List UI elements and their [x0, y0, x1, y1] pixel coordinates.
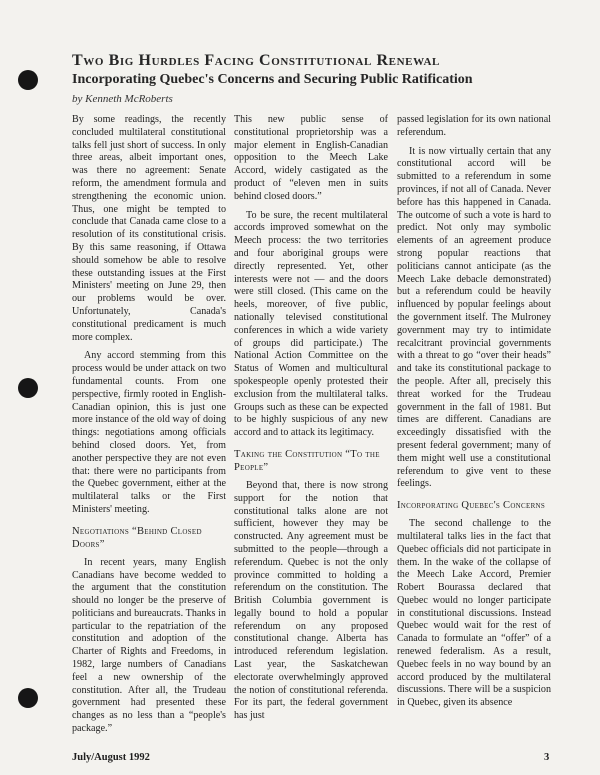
col2-paragraph-3: Beyond that, there is now strong support for the notion that constitutional talks alone are not sufficient, however they may be constructed. Any agreement must be submitted to the people—through a referendum. Quebec is not the only province committed to holding a referendum on the constitution. The British Columbia government is legally bound to hold a popular referendum on any proposed constitutional change. Alberta has introduced referendum legislation. Last year, the Saskatchewan electorate overwhelmingly approved the notion of constitutional referenda. For its part, the federal government has just — [234, 479, 388, 722]
article-byline: by Kenneth McRoberts — [72, 93, 173, 105]
issue-date: July/August 1992 — [72, 752, 150, 763]
column-1 — [72, 114, 226, 750]
column-3 — [397, 114, 551, 750]
section-heading-behind-closed-doors: Negotiations “Behind Closed Doors” — [72, 525, 202, 550]
page-number: 3 — [544, 752, 550, 763]
col1-paragraph-2: Any accord stemming from this process would be under attack on two fundamental counts. From one perspective, firmly rooted in English-Canadian opinion, this is just one more instance of the old way of doing things: negotiations among officials behind closed doors. Yet, from another perspective they are not even that: there were no participants from the Quebec government, either at the multilateral talks or the First Ministers' meeting. — [72, 350, 226, 515]
col3-paragraph-2: It is now virtually certain that any constitutional accord will be submitted to a referendum in some provinces, if not all of Canada. Never before has this happened in Canada. The outcome of such a vote is hard to predict. Not only may symbolic elements of an agreement produce strong popular reactions that politicians cannot anticipate (as the Meech Lake debacle demonstrated) but a referendum could be heavily influenced by popular feelings about the government itself. The Mulroney government may try to intimidate recalcitrant provincial governments with a threat to go “over their heads” and take its constitutional package to the people. After all, precisely this threat worked for the Trudeau government in the fall of 1981. But times are different. Canadians are exceedingly dissatisfied with the present federal government; many of them might well use a constitutional referendum to give vent to these feelings. — [397, 145, 551, 490]
article-title: Two Big Hurdles Facing Constitutional Renewal — [72, 52, 440, 69]
column-2 — [234, 114, 388, 750]
col2-paragraph-2: To be sure, the recent multilateral accords improved somewhat on the Meech process: the two territories and four aboriginal groups were directly represented. Yet, other interests were not — and the doors were still closed. (This came on the heels, moreover, of five public, nationally televised constitutional conferences in which a wide variety of groups did participate.) The National Action Committee on the Status of Women and multicultural spokespeople openly protested their exclusion from the multilateral talks. Groups such as these can be expected to be highly suspicious of any new accord and to attack its legitimacy. — [234, 209, 388, 439]
col3-paragraph-1: passed legislation for its own national referendum. — [397, 114, 551, 138]
col3-paragraph-3: The second challenge to the multilateral talks lies in the fact that Quebec officials did not participate in them. In the wake of the collapse of the Meech Lake Accord, Premier Robert Bourassa declared that Quebec would no longer participate in constitutional discussions. Instead Quebec would wait for the rest of Canada to formulate an “offer” of a renewed federalism. As a result, Quebec feels in no way bound by an accord produced by the multilateral discussions. There will be a suspicion in Quebec, given its absence — [397, 518, 551, 709]
binder-hole-middle — [18, 378, 38, 398]
article-subtitle: Incorporating Quebec's Concerns and Securing Public Ratification — [72, 72, 473, 87]
section-heading-to-the-people: Taking the Constitution “To the People” — [234, 448, 380, 473]
col1-paragraph-3: In recent years, many English Canadians have become wedded to the argument that the constitution should no longer be the preserve of politicians and bureaucrats. Thanks in particular to the repatriation of the constitution and adoption of the Charter of Rights and Freedoms, in 1982, large numbers of Canadians feel a new ownership of the constitution. After all, the Trudeau government had presented these changes as no less than a “people's package.” — [72, 556, 226, 735]
col2-paragraph-1: This new public sense of constitutional proprietorship was a major element in English-Canadian opposition to the Meech Lake Accord, widely castigated as the product of “eleven men in suits behind closed doors.” — [234, 114, 388, 202]
binder-hole-top — [18, 70, 38, 90]
section-heading-quebec-concerns: Incorporating Quebec's Concerns — [397, 500, 546, 512]
col1-paragraph-1: By some readings, the recently concluded multilateral constitutional talks fell just short of success. In only three areas, albeit important ones, was there no agreement: Senate reform, the amendment formula and strengthening the economic union. Thus, one might be tempted to conclude that Canada came close to a resolution of its constitutional crisis. By this same reasoning, if Ottawa should somehow be able to resolve these outstanding issues at the First Ministers' meeting on June 29, then our problems would be over. Unfortunately, Canada's constitutional predicament is much more complex. — [72, 114, 226, 343]
binder-hole-bottom — [18, 688, 38, 708]
